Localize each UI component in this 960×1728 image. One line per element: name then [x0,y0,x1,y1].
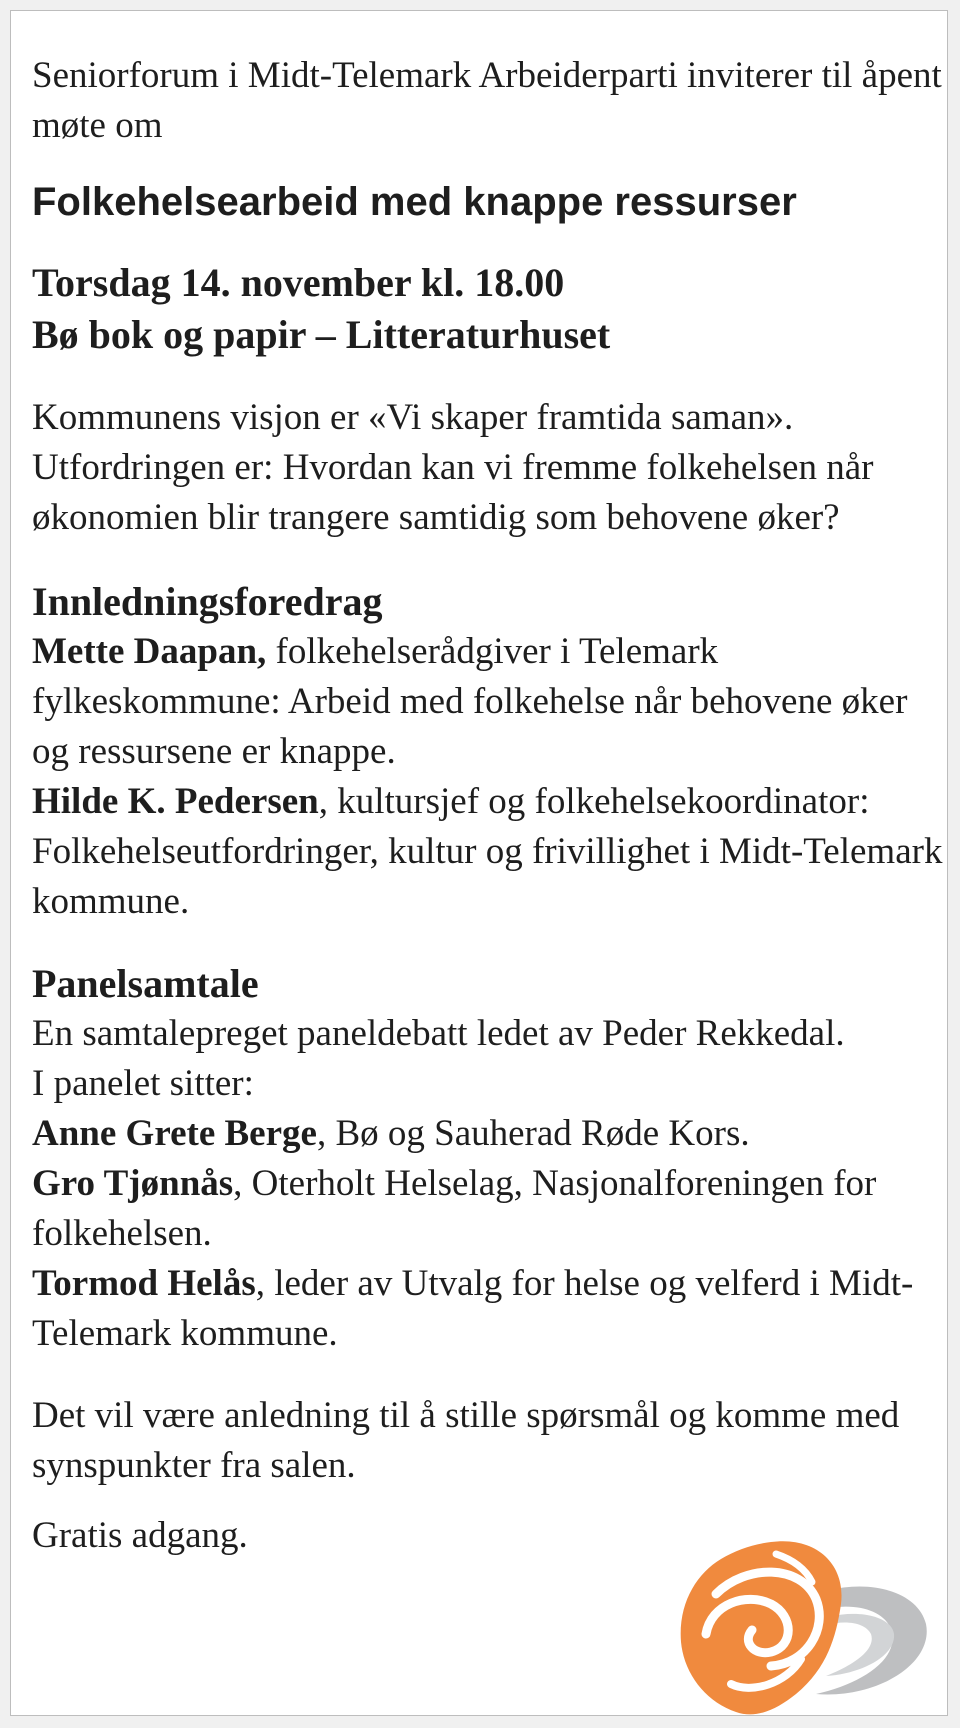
section-title-panel: Panelsamtale [32,961,259,1006]
speaker-description: , kultursjef og folkehelsekoordinator: Folkehelseutfordringer, kultur og frivillighet i Midt-Telemark kommune. [32,781,943,922]
panel-member-description: , Oterholt Helselag, Nasjonalforeningen for folkehelsen. [32,1163,877,1254]
closing-questions: Det vil være anledning til å stille spørsmål og komme med synspunkter fra salen. [32,1395,900,1486]
section-title-talks: Innledningsforedrag [32,579,383,624]
event-location: Bø bok og papir – Litteraturhuset [32,312,611,357]
panel-member-description: , leder av Utvalg for helse og velferd i Midt-Telemark kommune. [32,1263,914,1354]
closing-admission: Gratis adgang. [32,1515,248,1556]
panel-members-intro: I panelet sitter: [32,1063,254,1104]
panel-member [32,1109,944,1159]
speaker-entry [32,627,944,777]
panel-member-description: , Bø og Sauherad Røde Kors. [316,1113,750,1154]
speaker-name: Mette Daapan, [32,631,267,672]
party-rose-logo-icon [676,1534,936,1724]
speaker-description: folkehelserådgiver i Telemark fylkeskommune: Arbeid med folkehelse når behovene øker og ressursene er knappe. [32,631,908,772]
intro-text: Seniorforum i Midt-Telemark Arbeiderparti inviterer til åpent møte om [32,55,942,146]
event-date-time: Torsdag 14. november kl. 18.00 [32,260,565,305]
panel-member-name: Gro Tjønnås [32,1163,234,1204]
panel-member-name: Anne Grete Berge [32,1113,317,1154]
headline: Folkehelsearbeid med knappe ressurser [32,180,797,224]
invitation-card [10,10,948,1716]
panel-member [32,1259,944,1359]
panel-member [32,1159,944,1259]
invitation-content [32,51,944,1561]
lead-paragraph: Kommunens visjon er «Vi skaper framtida saman». Utfordringen er: Hvordan kan vi fremme folkehelsen når økonomien blir trangere samtidig som behovene øker? [32,397,874,538]
panel-description: En samtalepreget paneldebatt ledet av Peder Rekkedal. [32,1013,845,1054]
panel-member-name: Tormod Helås [32,1263,256,1304]
speaker-name: Hilde K. Pedersen [32,781,319,822]
speaker-entry [32,777,944,927]
